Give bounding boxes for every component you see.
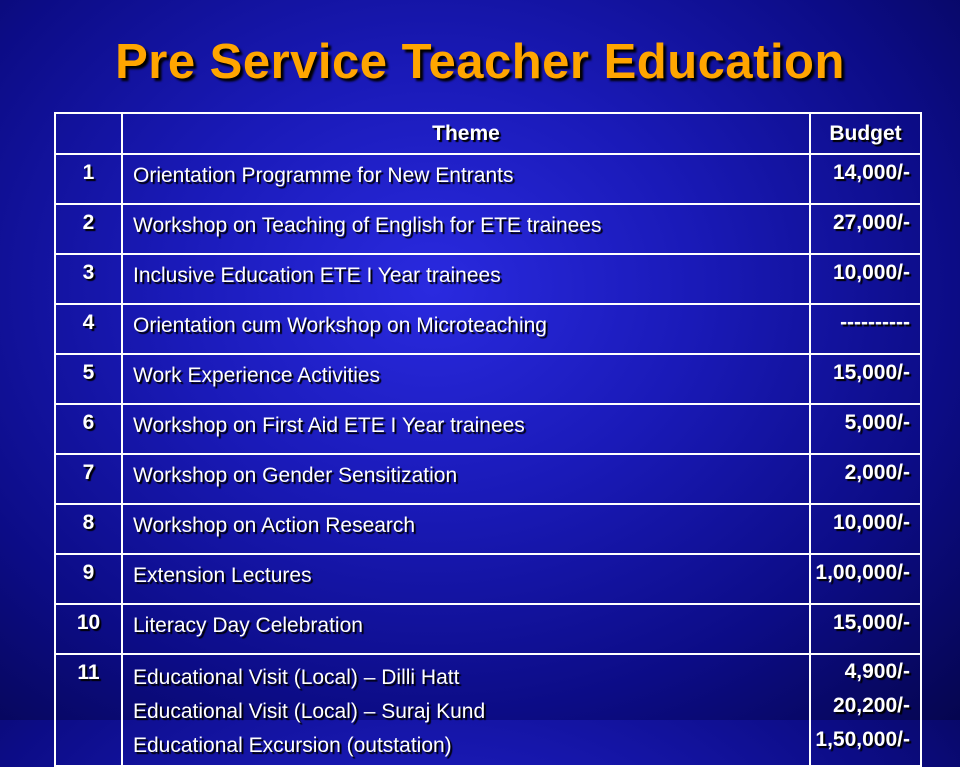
budget-line: 20,200/- [832,694,910,717]
theme-line: Educational Visit (Local) – Suraj Kund [133,700,486,723]
row-budget: ---------- [810,304,921,354]
row-budget: 10,000/- [810,254,921,304]
row-number: 9 [55,554,122,604]
table-row [55,454,921,504]
row-number: 8 [55,504,122,554]
table-row [55,254,921,304]
row-theme: Orientation Programme for New Entrants [122,154,810,204]
row-number: 10 [55,604,122,654]
row-budget: 27,000/- [810,204,921,254]
row-budget: 5,000/- [810,404,921,454]
row-theme: Workshop on Teaching of English for ETE trainees [122,204,810,254]
row-theme: Inclusive Education ETE I Year trainees [122,254,810,304]
theme-line: Educational Excursion (outstation) [133,734,452,757]
row-theme: Orientation cum Workshop on Microteaching [122,304,810,354]
row-budget: 2,000/- [810,454,921,504]
row-number: 5 [55,354,122,404]
row-theme: Workshop on Gender Sensitization [122,454,810,504]
table-row [55,354,921,404]
budget-line: 1,50,000/- [815,728,910,751]
table-row [55,154,921,204]
table-row [55,654,921,766]
row-number: 1 [55,154,122,204]
table-header-row [55,113,921,154]
header-theme: Theme [122,113,810,154]
budget-table [54,112,922,767]
table-row [55,304,921,354]
row-number: 3 [55,254,122,304]
row-theme: Work Experience Activities [122,354,810,404]
row-budget: 10,000/- [810,504,921,554]
page-title: Pre Service Teacher Education [115,35,845,89]
row-number: 7 [55,454,122,504]
header-number [55,113,122,154]
row-budget: 1,00,000/- [810,554,921,604]
row-number: 11 [55,654,122,766]
row-number: 6 [55,404,122,454]
table-row [55,504,921,554]
row-budget-multi [810,654,921,766]
row-number: 2 [55,204,122,254]
theme-line: Educational Visit (Local) – Dilli Hatt [133,666,460,689]
row-theme: Extension Lectures [122,554,810,604]
row-theme: Workshop on Action Research [122,504,810,554]
header-budget: Budget [810,113,921,154]
table-row [55,604,921,654]
row-theme-multi [122,654,810,766]
row-number: 4 [55,304,122,354]
row-budget: 14,000/- [810,154,921,204]
table-row [55,554,921,604]
row-theme: Literacy Day Celebration [122,604,810,654]
budget-line: 4,900/- [844,660,910,683]
row-theme: Workshop on First Aid ETE I Year trainees [122,404,810,454]
row-budget: 15,000/- [810,354,921,404]
table-row [55,404,921,454]
row-budget: 15,000/- [810,604,921,654]
table-row [55,204,921,254]
